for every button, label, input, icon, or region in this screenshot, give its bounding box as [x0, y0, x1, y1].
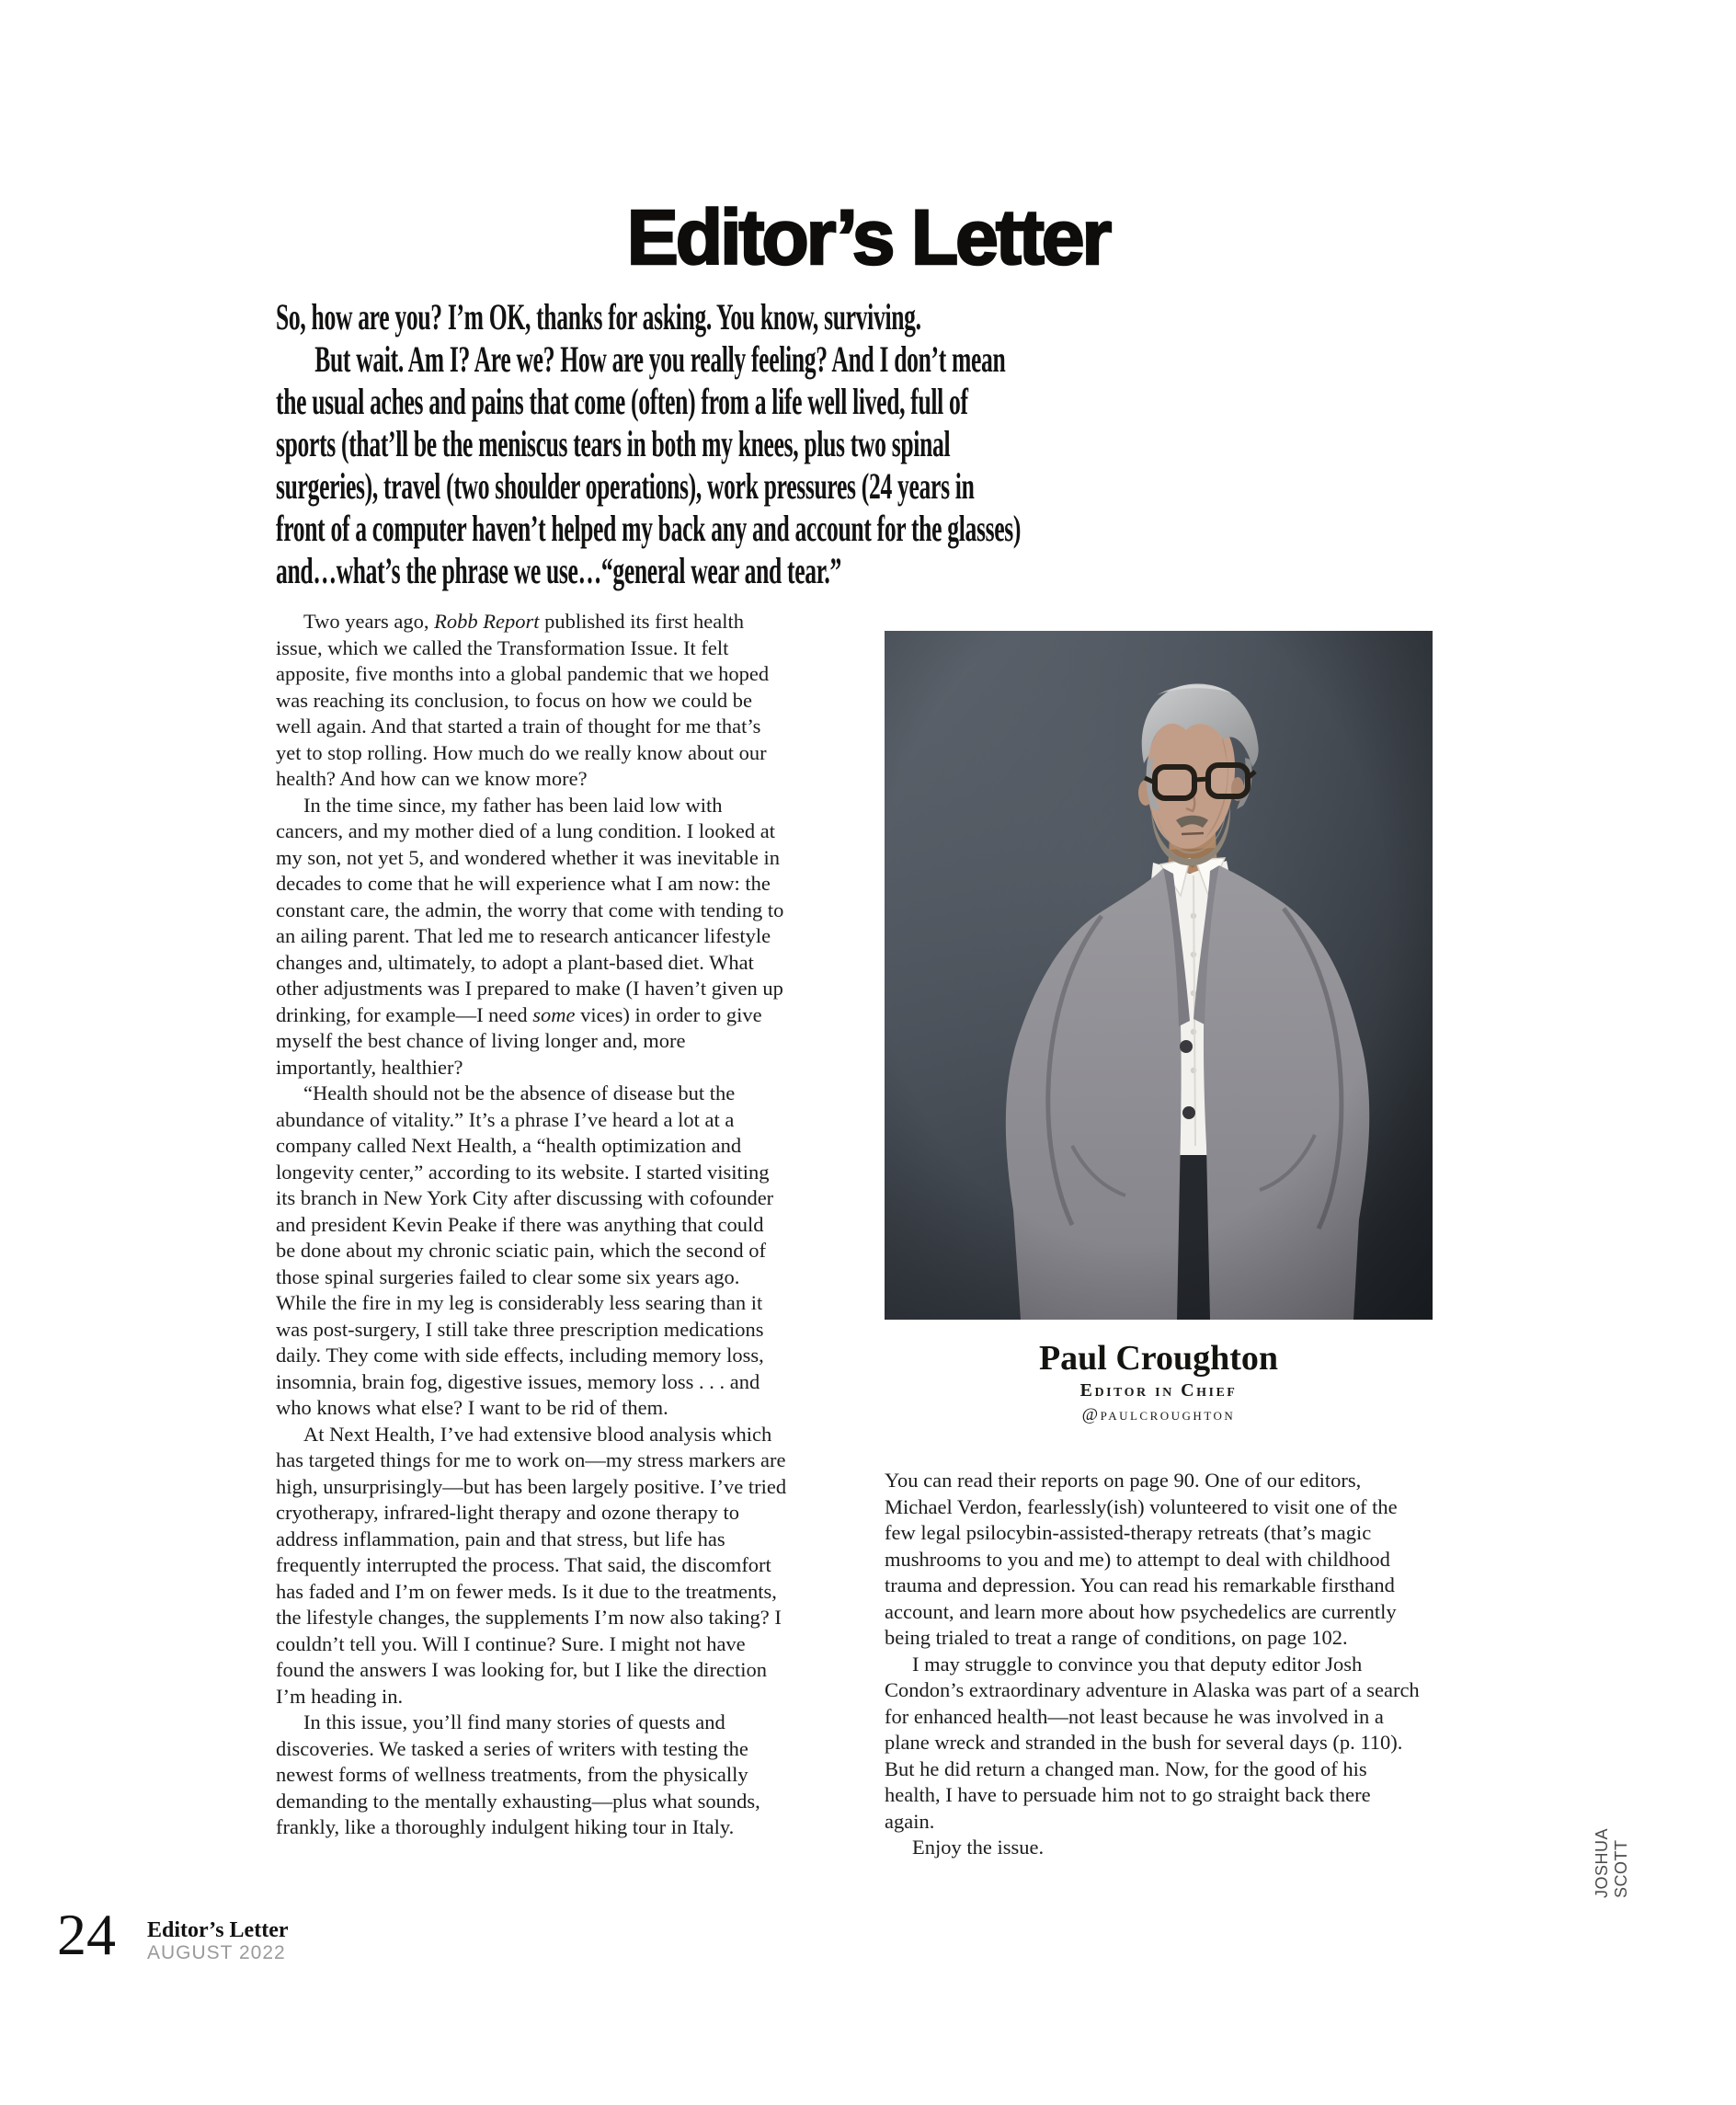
paragraph: Enjoy the issue.: [912, 1836, 1045, 1859]
paragraph: In the time since, my father has been laid low with cancers, and my mother died of a lung condition. I looked at my son, not yet 5, and wondered whether it was inevitable in decades to come that he will experience what I am now: the constant care, the admin, the worry that come with tending to an ailing parent. That led me to research anticancer lifestyle changes and, ultimately, to adopt a plant-based diet. What other adjustments was I prepared to make (I haven’t given up drinking, for example—I need some vices) in order to give myself the best chance of living longer and, more importantly, healthier?: [276, 793, 784, 1079]
footer-section-label: Editor’s Letter: [147, 1918, 289, 1942]
footer-page-number: 24: [57, 1902, 116, 1967]
paragraph: Two years ago, Robb Report published its first health issue, which we called the Transformation Issue. It felt apposite, five months into a global pandemic that we hoped was reaching its conclusion, to focus on how we could be well again. And that started a train of thought for me that’s yet to stop rolling. How much do we really know about our health? And how can we know more?: [276, 610, 770, 790]
paragraph: At Next Health, I’ve had extensive blood analysis which has targeted things for me to work on—my stress markers are high, unsurprisingly—but has been largely positive. I’ve tried cryotherapy, infrared-light therapy and ozone therapy to address inflammation, pain and that stress, but life has frequently interrupted the process. That said, the discomfort has faded and I’m on fewer meds. Is it due to the treatments, the lifestyle changes, the supplements I’m now also taking? I couldn’t tell you. Will I continue? Sure. I might not have found the answers I was looking for, but I like the direction I’m heading in.: [276, 1422, 787, 1708]
article-column-left: [276, 609, 787, 1841]
intro-deck: [276, 296, 1021, 592]
intro-line: surgeries), travel (two shoulder operations), work pressures (24 years in: [276, 465, 975, 507]
intro-line: and…what’s the phrase we use…“general wear and tear.”: [276, 550, 841, 591]
paragraph: “Health should not be the absence of disease but the abundance of vitality.” It’s a phrase I’ve heard a lot at a company called Next Health, a “health optimization and longevity center,” according to its website. I started visiting its branch in New York City after discussing with cofounder and president Kevin Peake if there was anything that could be done about my chronic sciatic pain, which the second of those spinal surgeries failed to clear some six years ago. While the fire in my leg is considerably less searing than it was post-surgery, I still take three prescription medications daily. They come with side effects, including memory loss, insomnia, brain fog, digestive issues, memory loss . . . and who knows what else? I want to be rid of them.: [276, 1081, 774, 1419]
intro-line: But wait. Am I? Are we? How are you really feeling? And I don’t mean: [314, 338, 1006, 380]
portrait-illustration: [885, 631, 1433, 1320]
byline-social-handle: @paulcroughton: [1081, 1405, 1236, 1424]
byline-block: [885, 1338, 1433, 1427]
intro-line: sports (that’ll be the meniscus tears in both my knees, plus two spinal: [276, 423, 951, 464]
paragraph: You can read their reports on page 90. One of our editors, Michael Verdon, fearlessly(ish) volunteered to visit one of the few legal psilocybin-assisted-therapy retreats (that’s magic mushrooms to you and me) to attempt to deal with childhood trauma and depression. You can read his remarkable firsthand account, and learn more about how psychedelics are currently being trialed to treat a range of conditions, on page 102.: [885, 1469, 1398, 1649]
paragraph: In this issue, you’ll find many stories of quests and discoveries. We tasked a series of writers with testing the newest forms of wellness treatments, from the physically demanding to the mentally exhausting—plus what sounds, frankly, like a thoroughly indulgent hiking tour in Italy.: [276, 1710, 760, 1838]
intro-line: front of a computer haven’t helped my back any and account for the glasses): [276, 508, 1022, 549]
article-column-right: [885, 1468, 1423, 1861]
intro-line: So, how are you? I’m OK, thanks for asking. You know, surviving.: [276, 296, 921, 337]
photo-credit: JOSHUA SCOTT: [1593, 1828, 1630, 1898]
footer-issue-date: AUGUST 2022: [147, 1942, 286, 1963]
paragraph: I may struggle to convince you that deputy editor Josh Condon’s extraordinary adventure in Alaska was part of a search for enhanced health—not least because he was involved in a plane wreck and stranded in the bush for several days (p. 110). But he did return a changed man. Now, for the good of his health, I have to persuade him not to go straight back there again.: [885, 1652, 1420, 1833]
byline-name: Paul Croughton: [1038, 1339, 1279, 1378]
page-title: Editor’s Letter: [626, 194, 1110, 281]
intro-line: the usual aches and pains that come (often) from a life well lived, full of: [276, 381, 968, 422]
byline-role: Editor in Chief: [1079, 1380, 1238, 1401]
portrait-photo-paul-croughton: [885, 631, 1433, 1320]
